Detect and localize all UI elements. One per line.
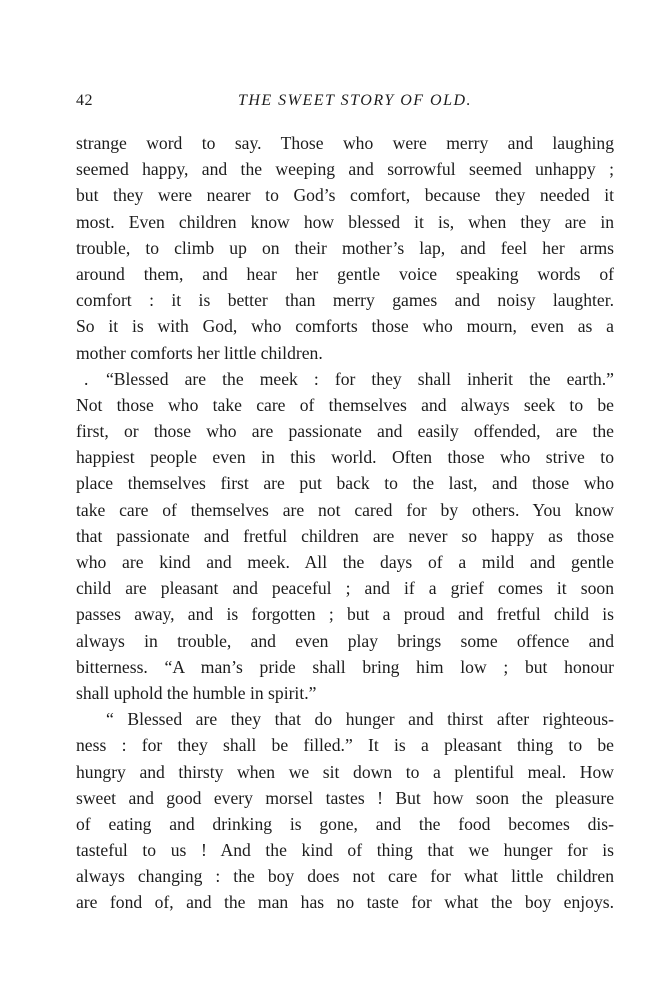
text-line: bitterness. “A man’s pride shall bring him low ; but honour [76,656,614,677]
text-line: trouble, to climb up on their mother’s lap, and feel her arms [76,237,614,258]
text-line: hungry and thirsty when we sit down to a plentiful meal. How [76,761,614,782]
text-line-content: “Blessed are the meek : for they shall inherit the earth.” [106,368,614,389]
text-line: always in trouble, and even play brings some offence and [76,630,614,651]
page-number: 42 [76,92,93,109]
text-line: place themselves first are put back to the last, and those who [76,473,614,494]
text-line: take care of themselves are not cared for by others. You know [76,499,614,520]
text-line: of eating and drinking is gone, and the food becomes dis- [76,813,614,834]
text-line: most. Even children know how blessed it is, when they are in [76,211,614,232]
stray-mark: . [84,368,89,389]
text-line [76,366,614,392]
text-line: who are kind and meek. All the days of a mild and gentle [76,552,614,572]
text-line: ness : for they shall be filled.” It is a pleasant thing to be [76,735,614,756]
running-title: THE SWEET STORY OF OLD. [237,92,473,109]
text-line: strange word to say. Those who were merry and laughing [76,133,614,153]
running-head [76,90,614,112]
body-text [76,130,614,916]
text-line: Not those who take care of themselves and always seek to be [76,394,614,415]
text-line: seemed happy, and the weeping and sorrowful seemed unhappy ; [76,159,614,180]
text-line: So it is with God, who comforts those who mourn, even as a [76,316,614,337]
text-line: shall uphold the humble in spirit.” [76,682,317,703]
text-line: sweet and good every morsel tastes ! But how soon the pleasure [76,787,614,808]
text-line: first, or those who are passionate and easily offended, are the [76,421,614,442]
text-line: tasteful to us ! And the kind of thing that we hunger for is [76,840,614,861]
text-line: around them, and hear her gentle voice speaking words of [76,263,614,284]
text-line: but they were nearer to God’s comfort, because they needed it [76,185,614,206]
text-line: “ Blessed are they that do hunger and thirst after righteous- [106,709,614,730]
text-line: child are pleasant and peaceful ; and if a grief comes it soon [76,578,614,599]
text-line: always changing : the boy does not care for what little children [76,866,614,887]
text-line: happiest people even in this world. Often those who strive to [76,447,614,468]
text-line: comfort : it is better than merry games and noisy laughter. [76,290,614,311]
text-line: that passionate and fretful children are never so happy as those [76,525,614,546]
text-line: mother comforts her little children. [76,342,323,363]
text-line: passes away, and is forgotten ; but a proud and fretful child is [76,604,614,625]
text-line: are fond of, and the man has no taste for what the boy enjoys. [76,892,614,913]
